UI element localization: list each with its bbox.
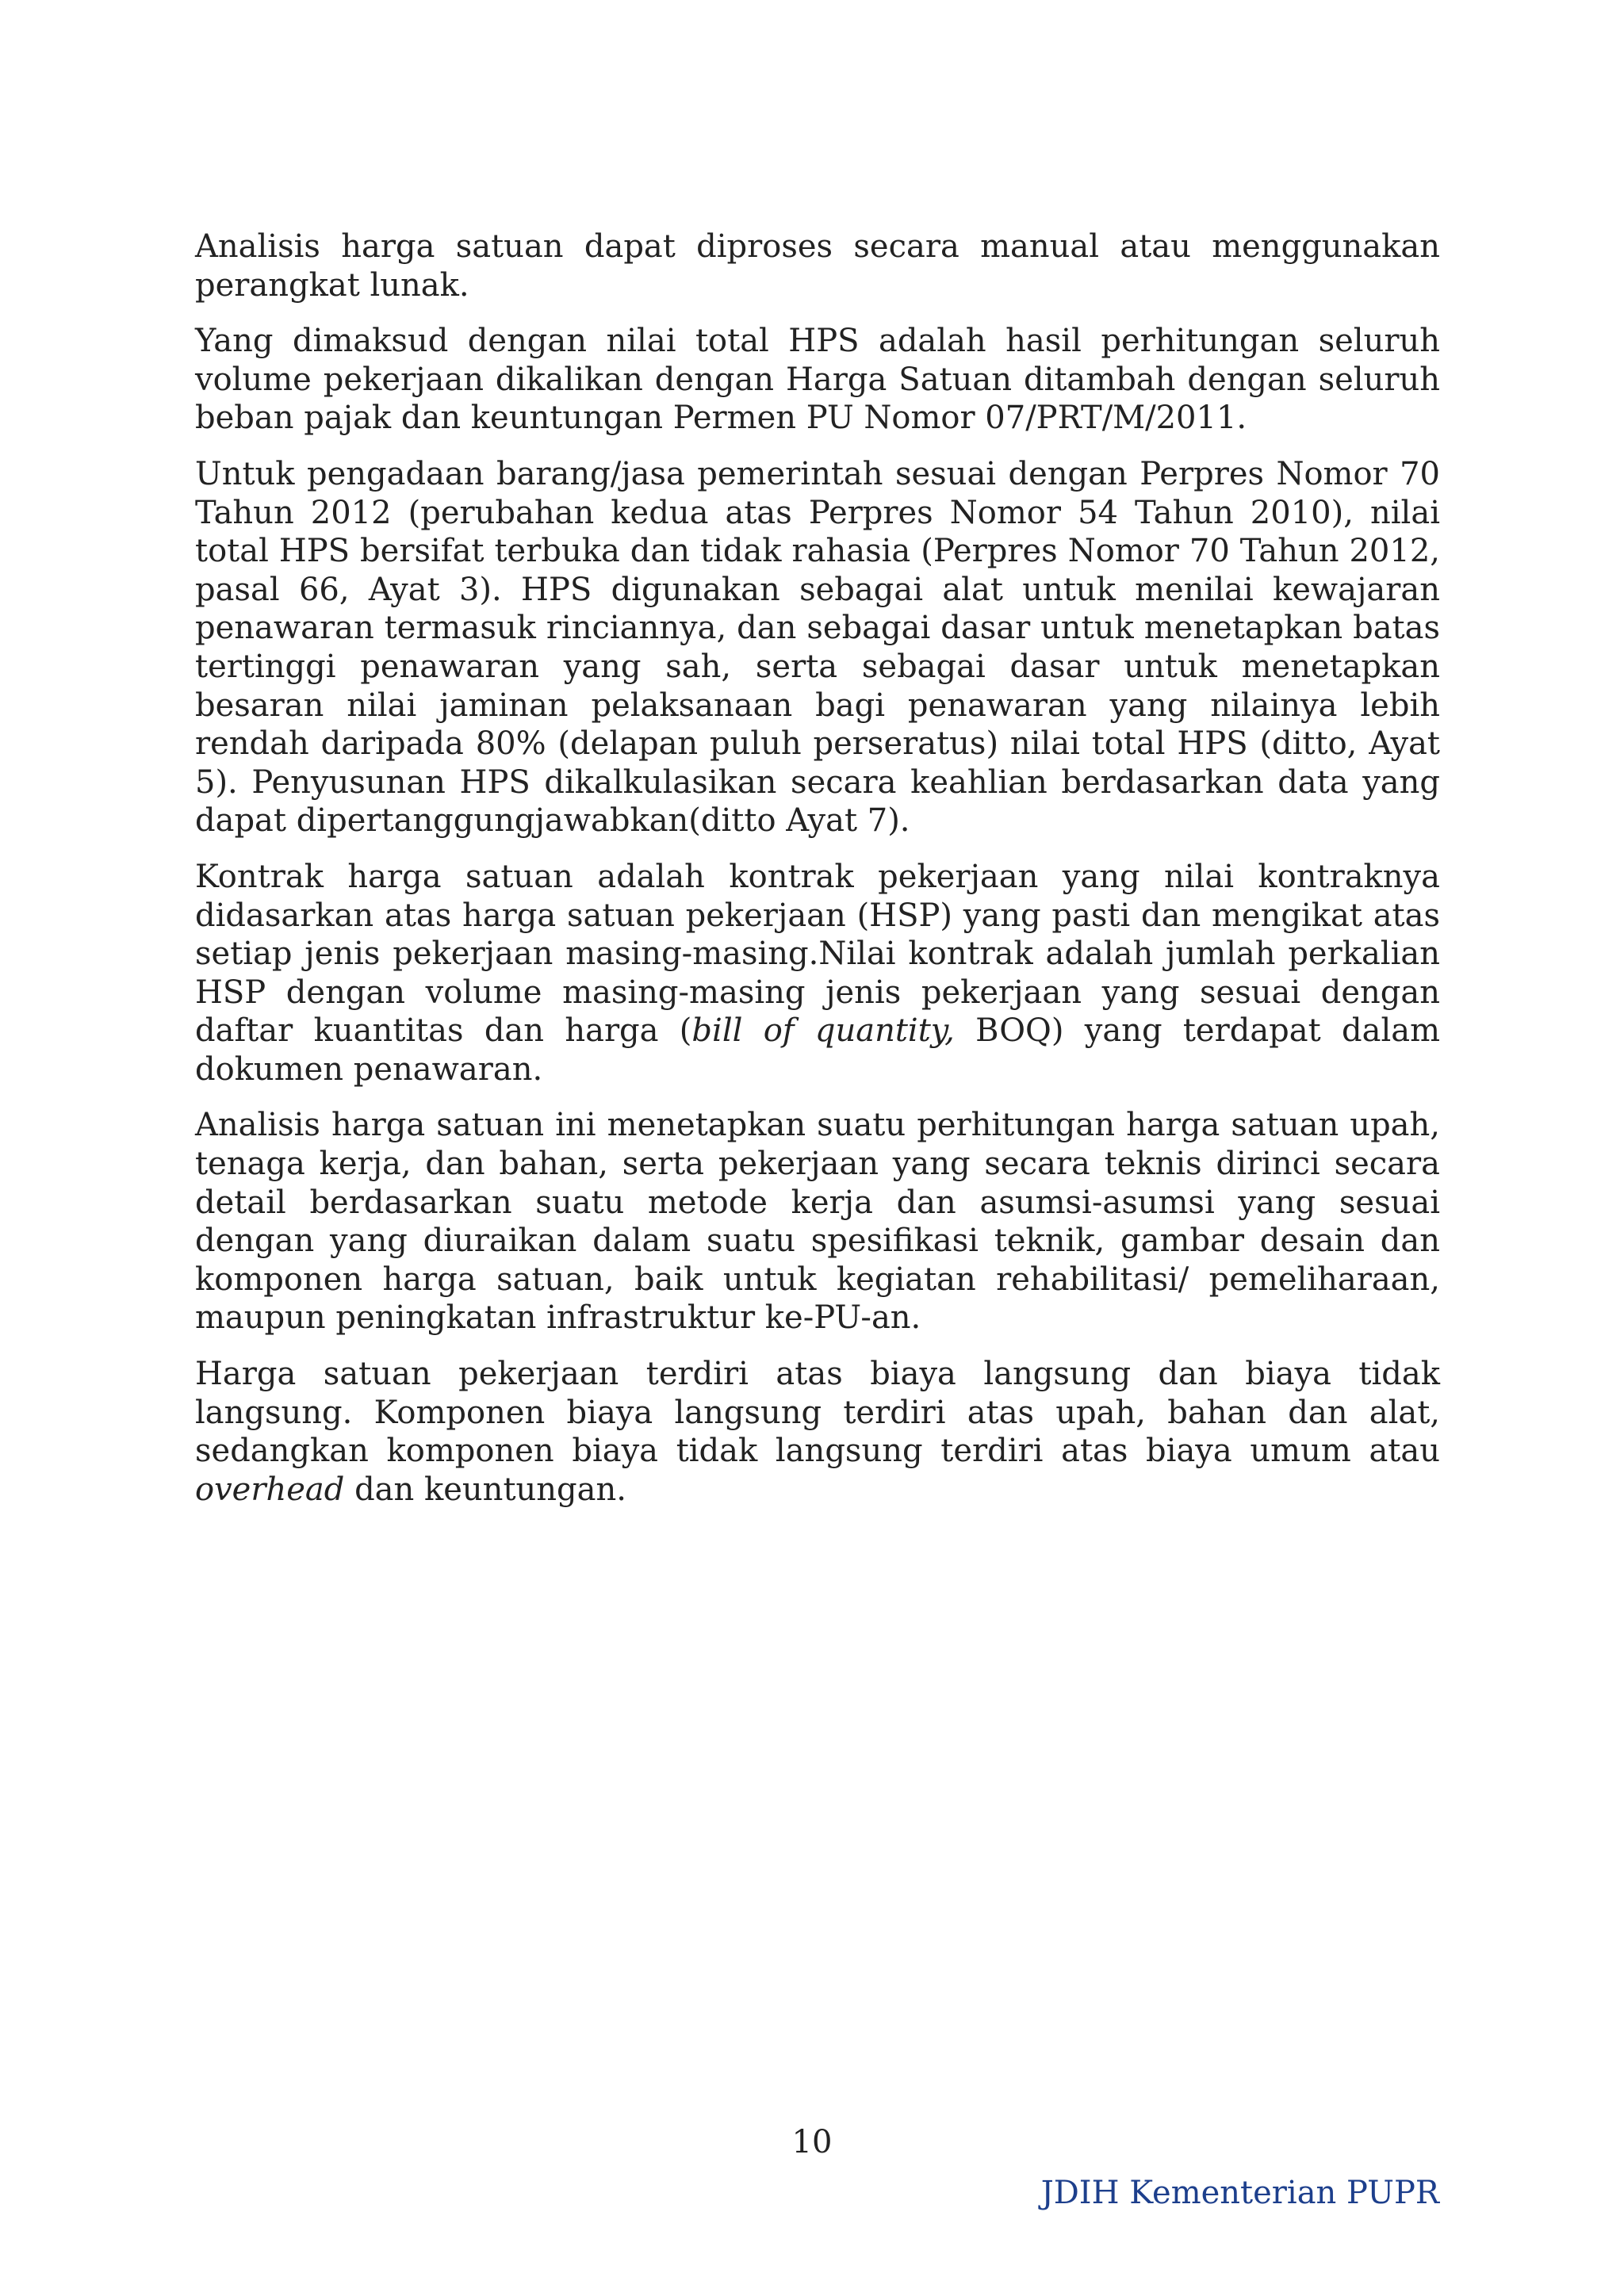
paragraph-text: dan keuntungan. bbox=[344, 1471, 626, 1508]
italic-term: overhead bbox=[195, 1471, 345, 1508]
paragraph-nilai-total-hps: Yang dimaksud dengan nilai total HPS adalah hasil perhitungan seluruh volume pekerjaan dikalikan dengan Harga Satuan ditambah dengan seluruh beban pajak dan keuntungan Permen PU Nomor 07/PRT/M/2011. bbox=[195, 323, 1440, 437]
paragraph-komponen-biaya bbox=[195, 1355, 1440, 1509]
page-number: 10 bbox=[791, 2124, 833, 2160]
italic-term: bill of quantity, bbox=[691, 1012, 955, 1050]
paragraph-text: Harga satuan pekerjaan terdiri atas biaya langsung dan biaya tidak langsung. Komponen biaya langsung terdiri atas upah, bahan dan alat, sedangkan komponen biaya tidak langsung terdiri atas biaya umum atau bbox=[195, 1356, 1440, 1470]
paragraph-analisis-proses: Analisis harga satuan dapat diproses secara manual atau menggunakan perangkat lunak. bbox=[195, 228, 1440, 304]
body-text bbox=[195, 228, 1440, 1526]
paragraph-analisis-perhitungan: Analisis harga satuan ini menetapkan suatu perhitungan harga satuan upah, tenaga kerja, dan bahan, serta pekerjaan yang secara teknis dirinci secara detail berdasarkan suatu metode kerja dan asumsi-asumsi yang sesuai dengan yang diuraikan dalam suatu spesifikasi teknik, gambar desain dan komponen harga satuan, baik untuk kegiatan rehabilitasi/ pemeliharaan, maupun peningkatan infrastruktur ke-PU-an. bbox=[195, 1107, 1440, 1337]
paragraph-pengadaan-barang-jasa: Untuk pengadaan barang/jasa pemerintah sesuai dengan Perpres Nomor 70 Tahun 2012 (perubahan kedua atas Perpres Nomor 54 Tahun 2010), nilai total HPS bersifat terbuka dan tidak rahasia (Perpres Nomor 70 Tahun 2012, pasal 66, Ayat 3). HPS digunakan sebagai alat untuk menilai kewajaran penawaran termasuk rinciannya, dan sebagai dasar untuk menetapkan batas tertinggi penawaran yang sah, serta sebagai dasar untuk menetapkan besaran nilai jaminan pelaksanaan bagi penawaran yang nilainya lebih rendah daripada 80% (delapan puluh perseratus) nilai total HPS (ditto, Ayat 5). Penyusunan HPS dikalkulasikan secara keahlian berdasarkan data yang dapat dipertanggungjawabkan(ditto Ayat 7). bbox=[195, 455, 1440, 840]
paragraph-text: Kontrak harga satuan adalah kontrak pekerjaan yang nilai kontraknya didasarkan atas harga satuan pekerjaan (HSP) yang pasti dan mengikat atas setiap jenis pekerjaan masing-masing.Nilai kontrak adalah jumlah perkalian HSP dengan volume masing-masing jenis pekerjaan yang sesuai dengan daftar kuantitas dan harga ( bbox=[195, 858, 1440, 1050]
footer-brand: JDIH Kementerian PUPR bbox=[1040, 2175, 1439, 2211]
paragraph-kontrak-harga-satuan bbox=[195, 858, 1440, 1089]
paragraph-text: BOQ) yang terdapat dalam dokumen penawaran. bbox=[195, 1012, 1441, 1088]
